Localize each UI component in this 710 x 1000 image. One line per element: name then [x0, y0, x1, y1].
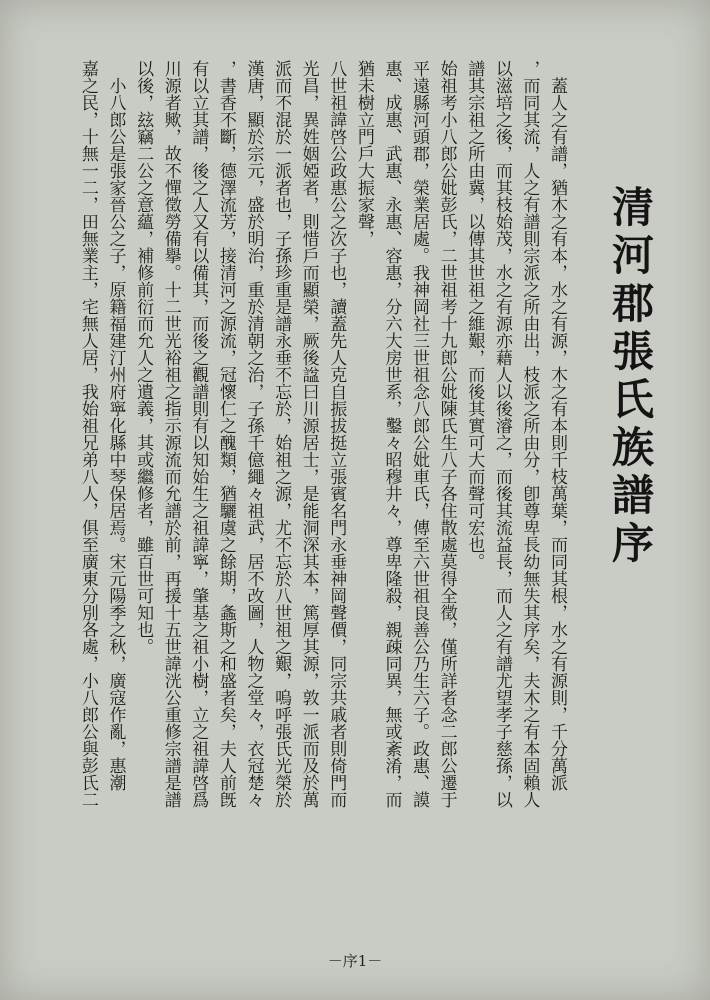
page-number: －序1－	[327, 952, 383, 970]
document-body: 蓋人之有譜，猶木之有本，水之有源，木之有本則千枝萬葉，而同其根，水之有源則，千分萬派 ，而同其流，人之有譜則宗派之所由出，枝派之所由分，卽尊卑長幼無失其序矣，夫木之有本固賴人 以滋培之後，而其枝始茂，水之有源亦藉人以後濬之，而後其流益長，而人之有譜尤望孝子慈孫，以 譜其宗祖之所由冀，以傳其世祖之維艱，而後其實可大而聲可宏也。 始祖考小八郎公妣彭氏，二世祖考十九郎公妣陳氏生八子各住散處莫得全徵，僅所詳者念二郎公遷于 平遠縣河頭郡，榮業居處。我神岡社三世祖念八郎公妣車氏，傳至六世祖良善公乃生六子。政惠、謨 惠、成惠、武惠、永惠、容惠，分六大房世系，鑿々昭穆井々，尊卑隆殺，親疎同異，無或紊淆，而 猶未樹立門戶大振家聲， 八世祖諱啓公政惠公之次子也，讀蓋先人克自振拔挺立張賓名門永垂神岡聲價，同宗共戚者則倚門而 光昌，異姓姻婭者，則惜戶而顯榮，厥後諡曰川源居士，是能洞深其本，篤厚其源，敦一派而及於萬 派而不混於一派者也，子孫珍重是譜永垂不忘於，始祖之源，尤不忘於八世祖之艱，嗚呼張氏光榮於 漢唐，顯於宗元，盛於明治，重於清朝之治，子孫千億繩々祖武，居不改圖，人物之堂々，衣冠楚々 ，書香不斷，德澤流芳，接清河之源流，冠懷仁之醜類，猶驪虞之餘期，螽斯之和盛者矣，夫人前旣 有以立其譜，後之人又有以備其，而後之觀譜則有以知始生之祖諱寧，肇基之祖小樹，立之祖諱啓爲 川源者歟，故不憚徵勞備擧。十二世光裕祖之指示源流而允譜於前，再援十五世諱洸公重修宗譜是譜 以後，玆竊二公之意蘊，補修前衍而允人之遺義，其或繼修者，雖百世可知也。 小八郎公是張家晉公之子，原籍福建汀州府寧化縣中琴保居焉。宋元陽季之秋，廣寇作亂，惠潮 嘉之民，十無一二，田無業主，宅無人居，我始祖兄弟八人，俱至廣東分別各處，小八郎公與彭氏二	[77, 60, 567, 808]
document-title: 清河郡張氏族譜序	[606, 185, 655, 569]
